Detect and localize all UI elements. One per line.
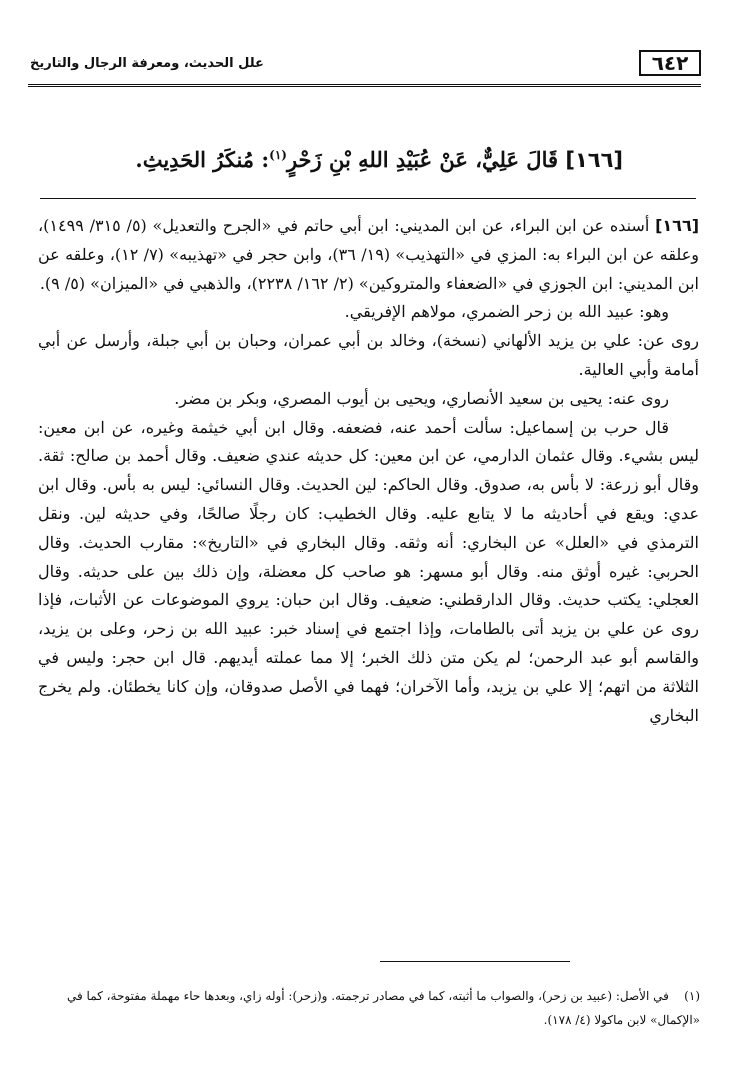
paragraph-narrated-by: روى عنه: يحيى بن سعيد الأنصاري، ويحيى بن أيوب المصري، وبكر بن مضر. — [174, 388, 669, 408]
entry-text: قَالَ عَلِيٌّ، عَنْ عُبَيْدِ اللهِ بْنِ زَحْرٍ — [286, 147, 559, 172]
entry-ending: : مُنكَرُ الحَدِيثِ. — [135, 147, 270, 172]
paragraph-sources — [38, 212, 699, 298]
paragraph-text: أسنده عن ابن البراء، عن ابن المديني: ابن أبي حاتم في «الجرح والتعديل» (٥/ ٣١٥/ ١٤٩٩)، وعلقه عن ابن البراء به: المزي في «التهذيب» (١٩/ ٣٦)، وابن حجر في «تهذيبه» (٧/ ١٢)، وعلقه عن ابن المديني: ابن الجوزي في «الضعفاء والمتروكين» (٢/ ١٦٢/ ٢٢٣٨)، والذهبي في «الميزان» (٥/ ٩). — [38, 216, 699, 293]
commentary-number: [١٦٦] — [655, 216, 700, 235]
entry-heading — [63, 137, 623, 178]
section-divider — [40, 198, 696, 199]
footnote-text: في الأصل: (عبيد بن زحر)، والصواب ما أثبته، كما في مصادر ترجمته. و(زحر): أوله زاي، وبعدها حاء مهملة مفتوحة، كما في «الإكمال» لابن ماكولا (٤/ ١٧٨). — [66, 989, 700, 1027]
running-title: علل الحديث، ومعرفة الرجال والتاريخ — [30, 56, 264, 71]
footnote — [40, 984, 700, 1032]
footnote-reference: (١) — [269, 148, 287, 162]
commentary-body — [38, 212, 699, 730]
footnote-marker: (١) — [684, 989, 700, 1003]
footnote-divider — [380, 961, 570, 962]
page-number: ٦٤٢ — [639, 50, 701, 76]
paragraph-assessments: قال حرب بن إسماعيل: سألت أحمد عنه، فضعفه. وقال ابن أبي خيثمة وغيره، عن ابن معين: ليس بشيء. وقال عثمان الدارمي، عن ابن معين: كل حديثه عندي ضعيف. وقال أحمد بن صالح: ثقة. وقال أبو زرعة: لا بأس به، صدوق. وقال الحاكم: لين الحديث. وقال النسائي: ليس به بأس. وقال ابن عدي: ويقع في أحاديثه ما لا يتابع عليه. وقال الخطيب: كان رجلًا صالحًا، وفي حديثه لين. ونقل الترمذي في «العلل» عن البخاري: أنه وثقه. وقال البخاري في «التاريخ»: مقارب الحديث. وقال الحربي: غيره أوثق منه. وقال أبو مسهر: هو صاحب كل معضلة، وإن ذلك بين على حديثه. وقال العجلي: يكتب حديث. وقال الدارقطني: ضعيف. وقال ابن حبان: يروي الموضوعات عن الأثبات، فإذا روى عن علي بن يزيد أتى بالطامات، وإذا اجتمع في إسناد خبر: عبيد الله بن زحر، وعلى بن يزيد، والقاسم أبو عبد الرحمن؛ لم يكن متن ذلك الخبر؛ إلا مما عملته أيديهم. قال ابن حجر: وليس في الثلاثة من اتهم؛ إلا علي بن يزيد، وأما الآخران؛ فهما في الأصل صدوقان، وإن كانا يخطئان. ولم يخرج البخاري — [38, 417, 700, 725]
paragraph-narrated-from: روى عن: علي بن يزيد الألهاني (نسخة)، وخالد بن أبي عمران، وحبان بن أبي جبلة، وأرسل عن أبي أمامة وأبي العالية. — [38, 331, 699, 379]
paragraph-identity: وهو: عبيد الله بن زحر الضمري، مولاهم الإفريقي. — [344, 302, 669, 322]
entry-number: [١٦٦] — [565, 148, 623, 172]
page-header — [28, 50, 701, 87]
